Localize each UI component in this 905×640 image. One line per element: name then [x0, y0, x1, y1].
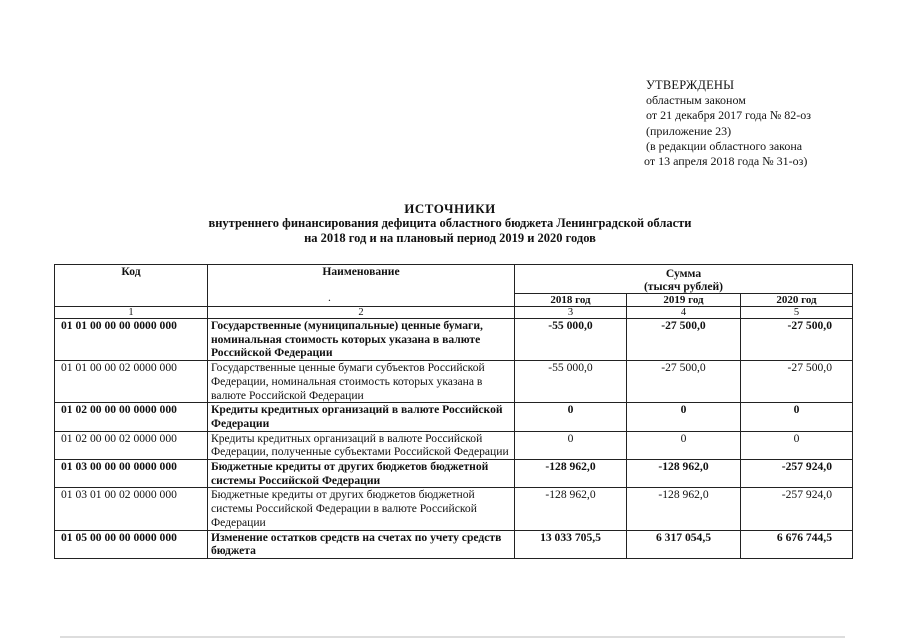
row-value-2018: 0: [515, 431, 627, 459]
row-code: 01 02 00 00 02 0000 000: [55, 431, 208, 459]
row-name: Бюджетные кредиты от других бюджетов бюджетной системы Российской Федерации: [208, 460, 515, 488]
row-value-2018: -55 000,0: [515, 319, 627, 361]
row-name: Государственные (муниципальные) ценные бумаги, номинальная стоимость которых указана в валюте Российской Федерации: [208, 319, 515, 361]
row-value-2019: -27 500,0: [627, 361, 741, 403]
row-code: 01 03 00 00 00 0000 000: [55, 460, 208, 488]
row-value-2019: 0: [627, 403, 741, 431]
header-2019: 2019 год: [627, 294, 741, 307]
table-row: [55, 319, 853, 361]
row-code: 01 05 00 00 00 0000 000: [55, 530, 208, 558]
title-main: ИСТОЧНИКИ: [404, 201, 496, 216]
header-2018: 2018 год: [515, 294, 627, 307]
scan-artifact-line: [60, 636, 845, 638]
row-value-2020: -257 924,0: [741, 488, 853, 530]
column-number: 5: [741, 307, 853, 319]
column-number: 1: [55, 307, 208, 319]
row-value-2018: -55 000,0: [515, 361, 627, 403]
approval-line: от 21 декабря 2017 года № 82-оз: [646, 108, 812, 123]
header-sum-unit: (тысяч рублей): [643, 280, 724, 293]
row-value-2018: -128 962,0: [515, 488, 627, 530]
row-value-2019: 6 317 054,5: [627, 530, 741, 558]
column-number: 4: [627, 307, 741, 319]
approval-line: от 13 апреля 2018 года № 31-оз): [644, 154, 808, 169]
row-value-2018: 13 033 705,5: [515, 530, 627, 558]
approval-caption: УТВЕРЖДЕНЫ: [646, 78, 735, 92]
row-name: Кредиты кредитных организаций в валюте Российской Федерации, полученные субъектами Российской Федерации: [208, 431, 515, 459]
title-line: внутреннего финансирования дефицита областного бюджета Ленинградской области: [208, 216, 692, 230]
header-code: Код: [55, 265, 208, 307]
header-mark: .: [328, 291, 331, 304]
row-value-2020: 0: [741, 403, 853, 431]
approval-line: (приложение 23): [646, 123, 732, 138]
row-value-2020: -27 500,0: [741, 361, 853, 403]
row-value-2018: 0: [515, 403, 627, 431]
header-name-label: Наименование: [322, 265, 400, 278]
row-code: 01 01 00 00 00 0000 000: [55, 319, 208, 361]
table-row: [55, 460, 853, 488]
sources-table: [54, 264, 853, 559]
column-number: 3: [515, 307, 627, 319]
table-row: [55, 488, 853, 530]
row-value-2019: -27 500,0: [627, 319, 741, 361]
table-row: [55, 361, 853, 403]
row-value-2018: -128 962,0: [515, 460, 627, 488]
approval-line: (в редакции областного закона: [646, 138, 803, 153]
row-value-2019: -128 962,0: [627, 460, 741, 488]
row-value-2019: 0: [627, 431, 741, 459]
row-code: 01 01 00 00 02 0000 000: [55, 361, 208, 403]
document-title: [150, 201, 750, 246]
row-value-2020: 0: [741, 431, 853, 459]
header-sum: [515, 265, 853, 294]
header-name: [208, 265, 515, 307]
row-name: Государственные ценные бумаги субъектов Российской Федерации, номинальная стоимость которых указана в валюте Российской Федерации: [208, 361, 515, 403]
row-value-2020: 6 676 744,5: [741, 530, 853, 558]
header-2020: 2020 год: [741, 294, 853, 307]
table-row: [55, 403, 853, 431]
row-name: Кредиты кредитных организаций в валюте Российской Федерации: [208, 403, 515, 431]
row-name: Изменение остатков средств на счетах по учету средств бюджета: [208, 530, 515, 558]
row-code: 01 03 01 00 02 0000 000: [55, 488, 208, 530]
header-sum-label: Сумма: [665, 267, 702, 280]
row-value-2020: -27 500,0: [741, 319, 853, 361]
approval-block: [644, 78, 894, 169]
table-row: [55, 530, 853, 558]
approval-line: областным законом: [646, 93, 746, 108]
row-code: 01 02 00 00 00 0000 000: [55, 403, 208, 431]
column-number: 2: [208, 307, 515, 319]
row-value-2020: -257 924,0: [741, 460, 853, 488]
row-name: Бюджетные кредиты от других бюджетов бюджетной системы Российской Федерации в валюте Российской Федерации: [208, 488, 515, 530]
table-row: [55, 431, 853, 459]
row-value-2019: -128 962,0: [627, 488, 741, 530]
title-line: на 2018 год и на плановый период 2019 и 2020 годов: [304, 231, 596, 245]
